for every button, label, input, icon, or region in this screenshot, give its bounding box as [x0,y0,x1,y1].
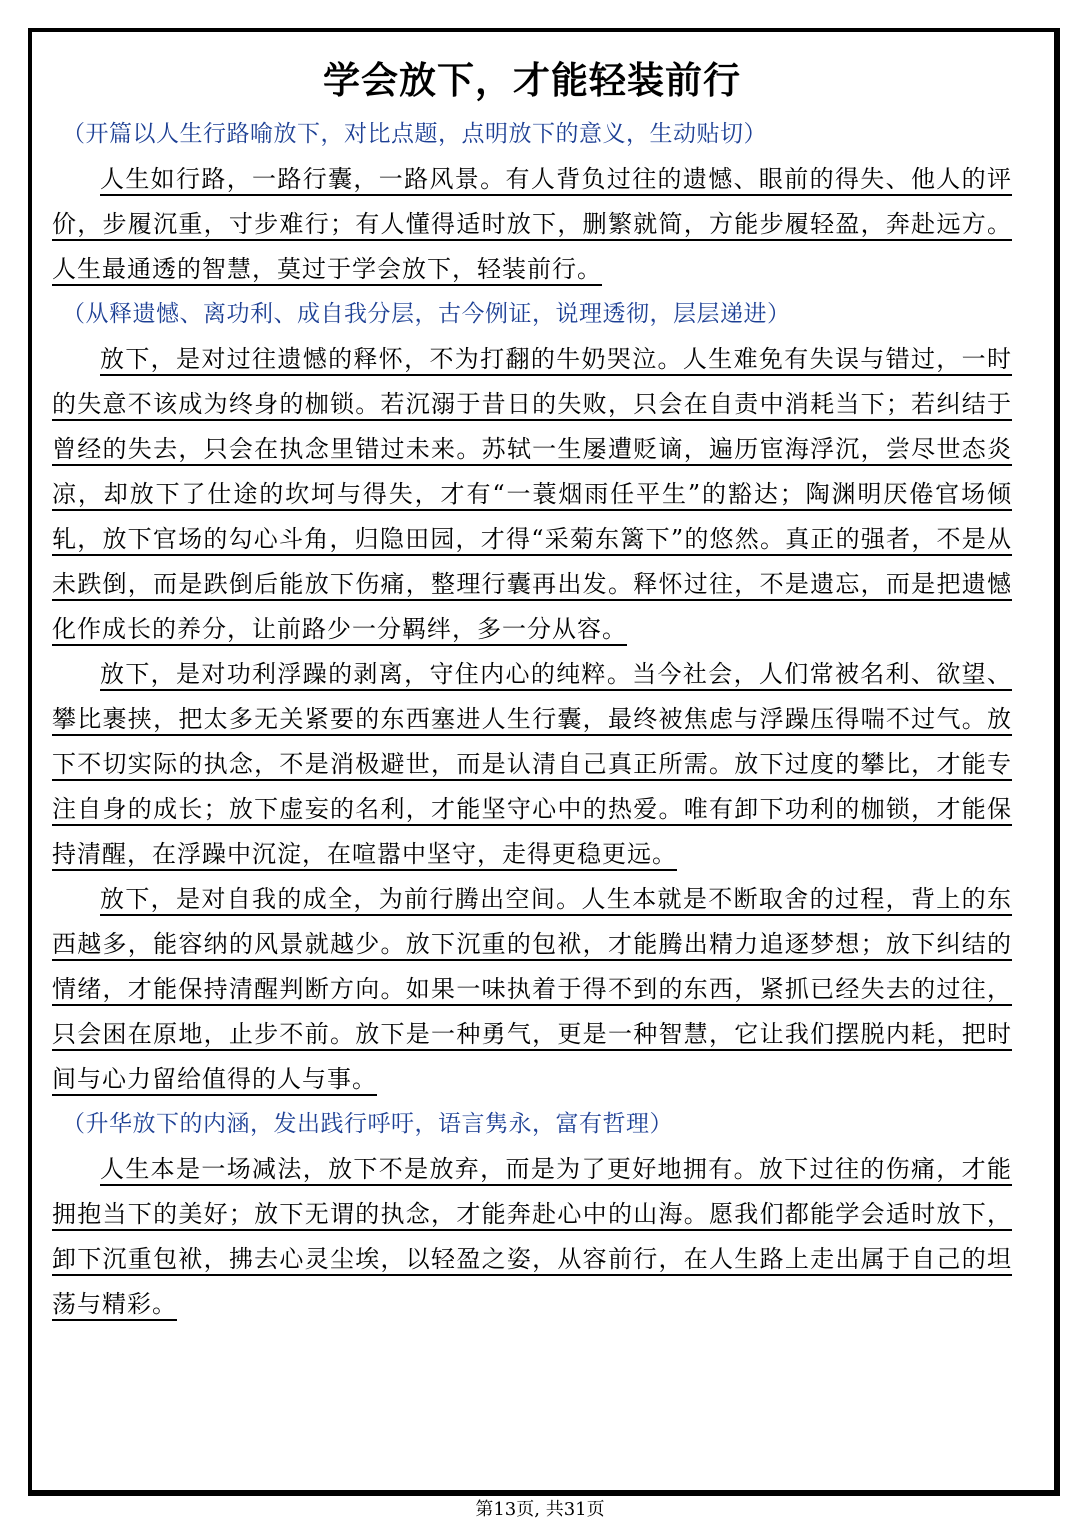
paragraph-body-3 [52,877,1012,1102]
essay-title: 学会放下，才能轻装前行 [323,59,741,102]
paragraph-body-1 [52,337,1012,652]
annotation-intro: （开篇以人生行路喻放下，对比点题，点明放下的意义，生动贴切） [62,121,767,147]
paragraph-text: 放下，是对过往遗憾的释怀，不为打翻的牛奶哭泣。人生难免有失误与错过，一时的失意不该成为终身的枷锁。若沉溺于昔日的失败，只会在自责中消耗当下；若纠结于曾经的失去，只会在执念里错过未来。苏轼一生屡遭贬谪，遍历宦海浮沉，尝尽世态炎凉，却放下了仕途的坎坷与得失，才有“一蓑烟雨任平生”的豁达；陶渊明厌倦官场倾轧，放下官场的勾心斗角，归隐田园，才得“采菊东篱下”的悠然。真正的强者，不是从未跌倒，而是跌倒后能放下伤痛，整理行囊再出发。释怀过往，不是遗忘，而是把遗憾化作成长的养分，让前路少一分羁绊，多一分从容。 [52,345,1012,643]
annotation-conclusion: （升华放下的内涵，发出践行呼吁，语言隽永，富有哲理） [62,1111,673,1137]
paragraph-text: 人生如行路，一路行囊，一路风景。有人背负过往的遗憾、眼前的得失、他人的评价，步履沉重，寸步难行；有人懂得适时放下，删繁就简，方能步履轻盈，奔赴远方。人生最通透的智慧，莫过于学会放下，轻装前行。 [52,165,1012,283]
paragraph-text: 人生本是一场减法，放下不是放弃，而是为了更好地拥有。放下过往的伤痛，才能拥抱当下的美好；放下无谓的执念，才能奔赴心中的山海。愿我们都能学会适时放下，卸下沉重包袱，拂去心灵尘埃，以轻盈之姿，从容前行，在人生路上走出属于自己的坦荡与精彩。 [52,1155,1012,1318]
essay-page [52,56,1012,1327]
paragraph-text: 放下，是对自我的成全，为前行腾出空间。人生本就是不断取舍的过程，背上的东西越多，能容纳的风景就越少。放下沉重的包袱，才能腾出精力追逐梦想；放下纠结的情绪，才能保持清醒判断方向。如果一味执着于得不到的东西，紧抓已经失去的过往，只会困在原地，止步不前。放下是一种勇气，更是一种智慧，它让我们摆脱内耗，把时间与心力留给值得的人与事。 [52,885,1012,1093]
paragraph-body-2 [52,652,1012,877]
annotation-body: （从释遗憾、离功利、成自我分层，古今例证，说理透彻，层层递进） [62,301,791,327]
paragraph-text: 放下，是对功利浮躁的剥离，守住内心的纯粹。当今社会，人们常被名利、欲望、攀比裹挟，把太多无关紧要的东西塞进人生行囊，最终被焦虑与浮躁压得喘不过气。放下不切实际的执念，不是消极避世，而是认清自己真正所需。放下过度的攀比，才能专注自身的成长；放下虚妄的名利，才能坚守心中的热爱。唯有卸下功利的枷锁，才能保持清醒，在浮躁中沉淀，在喧嚣中坚守，走得更稳更远。 [52,660,1012,868]
paragraph-conclusion [52,1147,1012,1327]
paragraph-intro [52,157,1012,292]
page-number: 第13页, 共31页 [475,1499,605,1520]
